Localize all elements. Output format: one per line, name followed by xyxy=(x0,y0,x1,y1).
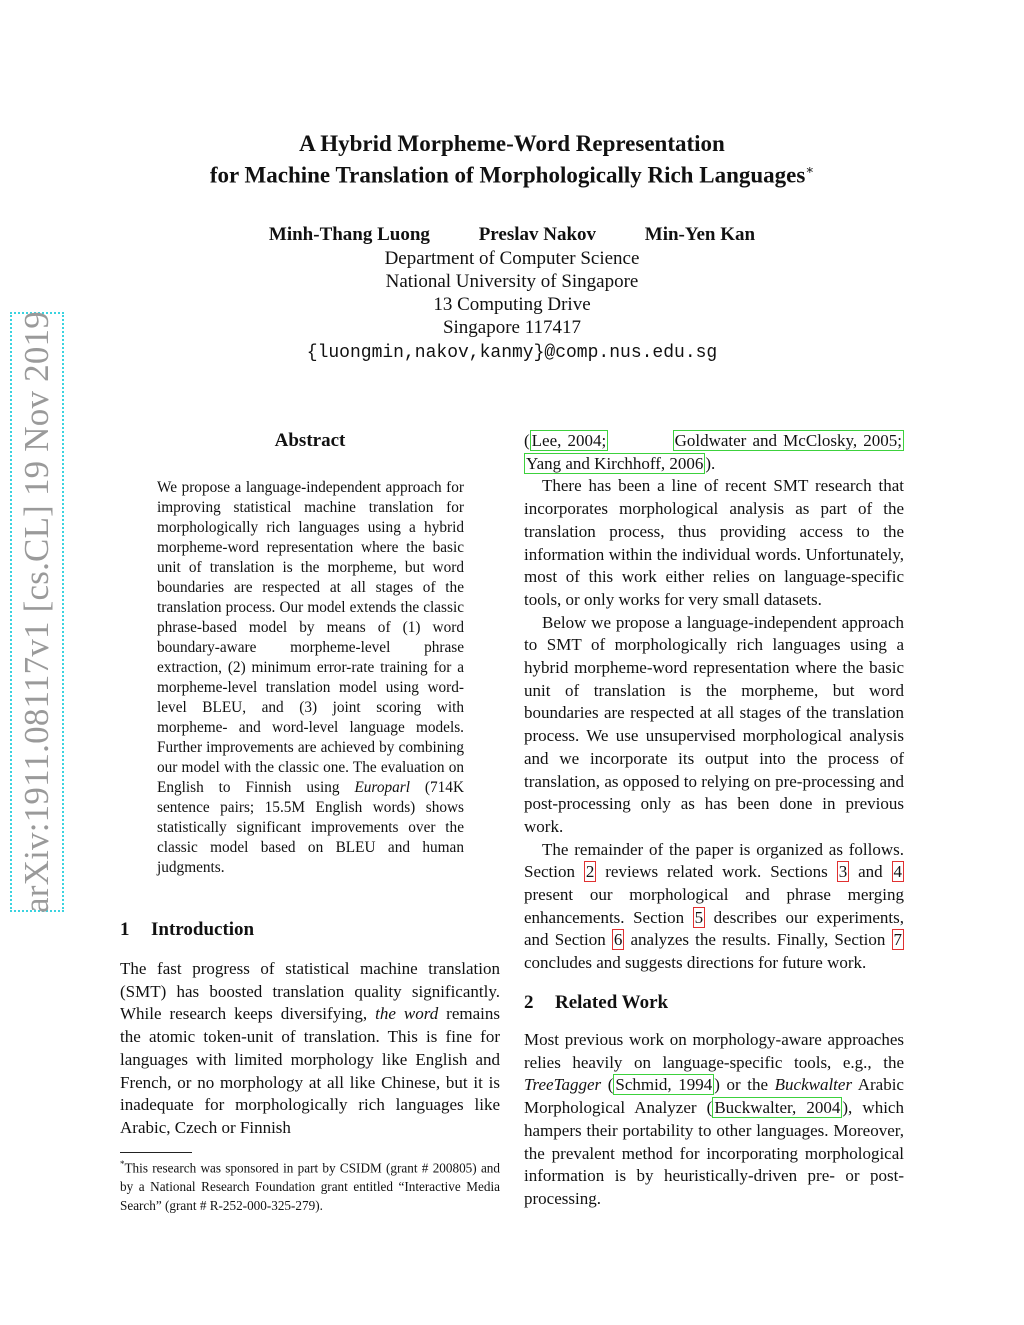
section-ref-3[interactable]: 3 xyxy=(838,862,848,882)
section-title: Introduction xyxy=(151,919,255,940)
body-text: concludes and suggests directions for future work. xyxy=(524,953,867,973)
paragraph: Below we propose a language-independent approach to SMT of morphologically rich languages using a hybrid morpheme-word representation where the basic unit of translation is the morpheme, but word boundaries are respected at all stages of the translation process. We use unsupervised morphological analysis and we incorporate its output into the process of translation, as opposed to relying on pre-processing and post-processing only as has been done in previous work. xyxy=(524,612,904,836)
body-text: ) or the xyxy=(714,1075,775,1095)
italic-term: Buckwalter xyxy=(774,1075,853,1095)
author-name: Preslav Nakov xyxy=(478,224,597,245)
body-text: present our morphological and phrase merging enhancements. Section xyxy=(524,885,904,927)
abstract-text: (714K sentence pairs; 15.5M English words) shows statistically significant improvements over the classic model based on BLEU and human judgments. xyxy=(157,779,464,876)
arxiv-identifier-text: arXiv:1911.08117v1 [cs.CL] 19 Nov 2019 xyxy=(17,311,56,913)
section-number: 1 xyxy=(120,919,130,940)
citation-lee-2004[interactable]: Lee, 2004; xyxy=(531,431,607,450)
paragraph-outline xyxy=(524,839,904,975)
arxiv-identifier-stamp[interactable] xyxy=(10,312,64,912)
section-ref-6[interactable]: 6 xyxy=(613,930,623,950)
body-text: The fast progress of statistical machine translation (SMT) has boosted translation quality significantly. While research keeps diversifying, xyxy=(120,959,500,1024)
footnote-text: This research was sponsored in part by CSIDM (grant # 200805) and by a National Research Foundation grant entitled “Interactive Media Search” (grant # R-252-000-325-279). xyxy=(120,1160,500,1213)
section-ref-7[interactable]: 7 xyxy=(893,930,902,950)
title-footnote-mark: ∗ xyxy=(805,162,815,177)
footnote-rule xyxy=(120,1152,192,1153)
author-name: Min-Yen Kan xyxy=(644,224,756,245)
section-ref-4[interactable]: 4 xyxy=(893,862,902,882)
body-text: remains the atomic token-unit of translation. This is fine for languages with limited morphology like English and French, or no morphology at all like Chinese, but it is inadequate for morphologically rich languages like Arabic, Czech or Finnish xyxy=(120,1004,500,1137)
affiliation-department: Department of Computer Science xyxy=(384,248,640,269)
footnote xyxy=(120,1155,500,1215)
citation-goldwater-mcclosky-2005[interactable]: Goldwater and McClosky, 2005; xyxy=(674,431,903,450)
body-text: describes our experiments, and Section xyxy=(524,907,905,950)
section-ref-5[interactable]: 5 xyxy=(694,907,704,927)
section-title: Related Work xyxy=(555,992,669,1013)
citation-schmid-1994[interactable]: Schmid, 1994 xyxy=(615,1075,713,1095)
abstract-heading: Abstract xyxy=(274,430,346,451)
citation-buckwalter-2004[interactable]: Buckwalter, 2004 xyxy=(714,1098,841,1118)
section-number: 2 xyxy=(524,992,534,1013)
paren: ). xyxy=(705,453,716,473)
body-text: Most previous work on morphology-aware approaches relies heavily on language-specific tools, e.g., the xyxy=(524,1030,904,1072)
section-1-heading xyxy=(120,919,254,941)
affiliation-university: National University of Singapore xyxy=(385,271,639,292)
author-name: Minh-Thang Luong xyxy=(268,224,430,245)
abstract-text: We propose a language-independent approach for improving statistical machine translation for morphologically rich languages using a hybrid morpheme-word representation where the basic unit of translation is the morpheme, but word boundaries are respected at all stages of the translation process. Our model extends the classic phrase-based model by means of (1) word boundary-aware morpheme-level phrase extraction, (2) minimum error-rate training for a morpheme-level translation model using word-level BLEU, and (3) joint scoring with morpheme- and word-level language models. Further improvements are achieved by combining our model with the classic one. The evaluation on English to Finnish using xyxy=(157,479,464,796)
email-text: {luongmin,nakov,kanmy}@comp.nus.edu.sg xyxy=(306,343,718,363)
abstract-italic-term: Europarl xyxy=(354,779,410,796)
body-text: The remainder of the paper is organized as follows. Section xyxy=(524,839,904,882)
right-column-text xyxy=(524,430,904,975)
author-list xyxy=(0,224,1024,246)
footnote-mark: * xyxy=(120,1159,125,1169)
paragraph: There has been a line of recent SMT research that incorporates morphological analysis as part of the translation process, thus providing access to the information within the individual words. Unfortunately, most of this work either relies on language-specific tools, or only works for very small datasets. xyxy=(524,476,904,609)
body-text: ( xyxy=(601,1075,614,1095)
body-text: and xyxy=(849,862,892,882)
author-emails xyxy=(0,341,1024,363)
body-text: Arabic Morphological Analyzer ( xyxy=(524,1075,904,1118)
introduction-paragraph xyxy=(120,958,500,1140)
paper-title-line-1: A Hybrid Morpheme-Word Representation xyxy=(299,131,725,156)
affiliation-street: 13 Computing Drive xyxy=(433,294,591,315)
section-ref-2[interactable]: 2 xyxy=(585,862,595,882)
paper-title-line-2: for Machine Translation of Morphologically Rich Languages∗ xyxy=(209,162,815,188)
section-2-heading xyxy=(524,992,668,1014)
citation-yang-kirchhoff-2006[interactable]: Yang and Kirchhoff, 2006 xyxy=(526,453,704,473)
body-text: ), which hampers their portability to other languages. Moreover, the prevalent method for incorporating morphological information is by heuristically-driven pre- or post-processing. xyxy=(524,1098,904,1208)
body-text: reviews related work. Sections xyxy=(596,862,837,882)
paren: ( xyxy=(524,431,530,450)
italic-term: the word xyxy=(375,1004,439,1024)
body-text: analyzes the results. Finally, Section xyxy=(624,930,892,950)
affiliation-city: Singapore 117417 xyxy=(442,317,582,338)
italic-term: TreeTagger xyxy=(524,1075,602,1095)
related-work-paragraph xyxy=(524,1029,904,1211)
abstract-body xyxy=(157,478,464,878)
